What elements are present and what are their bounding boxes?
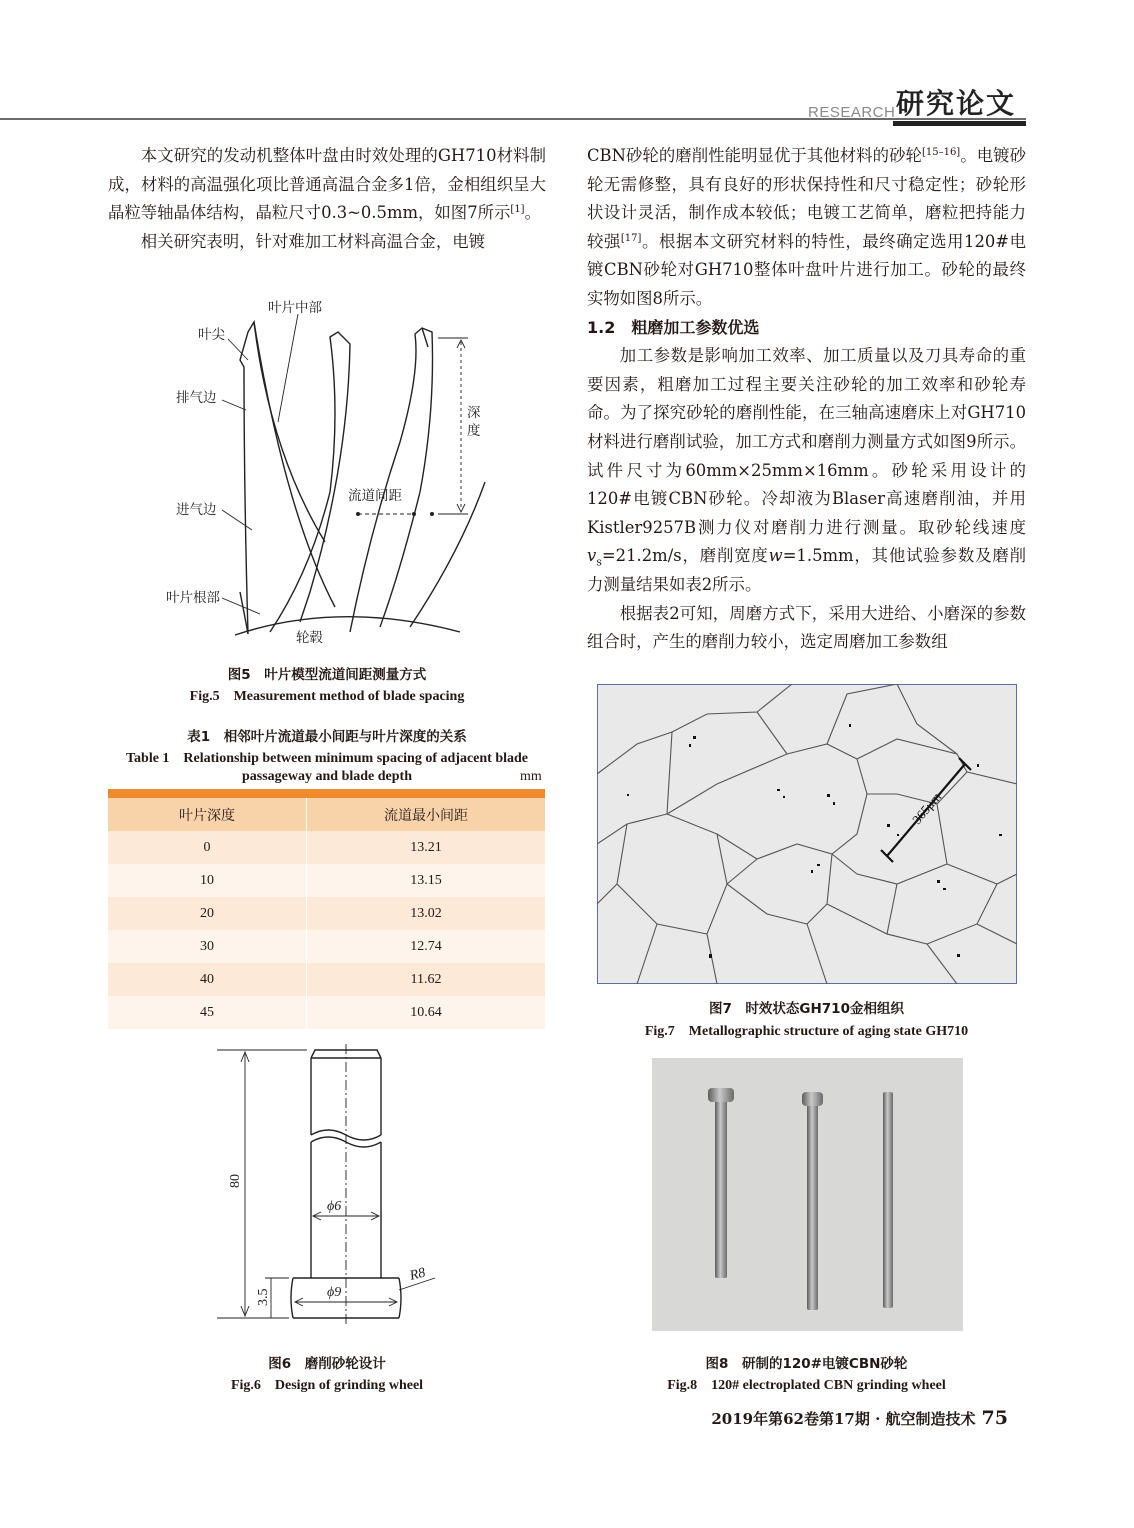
label-hub: 轮毂 [296,630,323,646]
grinding-wheel-head [708,1088,734,1102]
label-blade-tip: 叶尖 [198,327,225,343]
table-cell: 13.21 [307,831,546,864]
citation: [15–16] [921,147,961,158]
paragraph: 根据表2可知，周磨方式下，采用大进给、小磨深的参数组合时，产生的磨削力较小，选定周磨加工参数组 [587,603,1026,652]
table-cell: 40 [108,963,307,996]
grinding-wheel-rod [883,1092,893,1308]
fig8-caption-cn: 图8 研制的120#电镀CBN砂轮 [705,1356,908,1372]
dim-head-diameter: ϕ9 [327,1285,342,1300]
paragraph: 相关研究表明，针对难加工材料高温合金，电镀 [140,231,485,251]
paragraph: 本文研究的发动机整体叶盘由时效处理的GH710材料制成，材料的高温强化项比普通高温合金多1倍，金相组织呈大晶粒等轴晶体结构，晶粒尺寸0.3~0.5mm，如图7所示[1]。 [108,146,546,223]
fig6-caption-cn: 图6 磨削砂轮设计 [268,1356,386,1372]
table-header-cell: 流道最小间距 [307,798,546,831]
page-number: 75 [981,1407,1008,1429]
header-research-label: RESEARCH [808,104,896,121]
dimension-dot [412,512,416,516]
fig7-scale-label: 365μm [909,789,945,827]
fig5-caption-en: Fig.5 Measurement method of blade spacing [189,689,465,704]
table-row [108,930,545,963]
table-cell: 20 [108,897,307,930]
paragraph: 加工参数是影响加工效率、加工质量以及刀具寿命的重要因素，粗磨加工过程主要关注砂轮的加工效率和砂轮寿命。为了探究砂轮的磨削性能，在三轴高速磨床上对GH710材料进行磨削试验，加工方式和磨削力测量方式如图9所示。试件尺寸为60mm×25mm×16mm。砂轮采用设计的120#电镀CBN砂轮。冷却液为Blaser高速磨削油，并用Kistler9257B测力仪对磨削力进行测量。取砂轮线速度$v_s=21.2m/s$，磨削宽度w=1.5mm，其他试验参数及磨削力测量结果如表2所示。 [587,346,1026,594]
dim-head-height: 3.5 [256,1288,271,1306]
paragraph: CBN砂轮的磨削性能明显优于其他材料的砂轮[15–16]。电镀砂轮无需修整，具有良好的形状保持性和尺寸稳定性；砂轮形状设计灵活，制作成本较低；电镀工艺简单，磨粒把持能力较强[17]。根据本文研究材料的特性，最终确定选用120#电镀CBN砂轮对GH710整体叶盘叶片进行加工。砂轮的最终实物如图8所示。 [587,146,1026,308]
section-heading: 1.2 粗磨加工参数优选 [587,317,760,337]
table1-top-bar [108,789,545,798]
fig6-wheel-drawing [205,1040,445,1330]
label-depth-2: 度 [467,423,481,439]
table1-title-en-1: Table 1 Relationship between minimum spacing of adjacent blade [125,751,528,766]
table-cell: 13.02 [307,897,546,930]
table-cell: 30 [108,930,307,963]
table1 [108,798,545,1029]
dimension-dot [430,512,434,516]
table-row [108,996,545,1029]
header-section-title: 研究论文 [896,87,1017,120]
citation: [17] [620,232,642,244]
table-cell: 11.62 [307,963,546,996]
label-depth-1: 深 [467,405,481,421]
dimension-dot [356,512,360,516]
table1-title-en-2: passageway and blade depth [242,769,412,784]
fig6-caption-en: Fig.6 Design of grinding wheel [230,1378,424,1393]
grinding-wheel-rod [715,1092,727,1278]
page-footer [711,1407,1008,1429]
label-passage-spacing: 流道间距 [348,488,402,504]
fig7-caption-en: Fig.7 Metallographic structure of aging state GH710 [644,1024,969,1039]
table-header-cell: 叶片深度 [108,798,307,831]
fig7-caption-cn: 图7 时效状态GH710金相组织 [709,1001,904,1017]
label-blade-root: 叶片根部 [166,590,220,606]
header-accent-bar [893,121,1026,126]
right-column-text [587,142,1026,657]
left-column-text [108,142,546,256]
table-cell: 13.15 [307,864,546,897]
table-cell: 10 [108,864,307,897]
table-cell: 12.74 [307,930,546,963]
dim-shank-diameter: ϕ6 [327,1199,342,1214]
label-blade-middle: 叶片中部 [268,300,322,316]
table-row [108,831,545,864]
dim-radius: R8 [408,1265,428,1284]
fig5-blade-drawing [160,292,500,650]
footer-journal: 2019年第62卷第17期 · 航空制造技术 [711,1410,976,1428]
grinding-wheel-rod [807,1096,818,1310]
table1-unit: mm [520,769,542,784]
dim-length: 80 [228,1174,243,1188]
table-header-row [108,798,545,831]
table-cell: 0 [108,831,307,864]
table-row [108,963,545,996]
table-cell: 45 [108,996,307,1029]
label-intake-edge: 进气边 [176,502,217,518]
table-row [108,864,545,897]
table1-title-cn: 表1 相邻叶片流道最小间距与叶片深度的关系 [187,729,467,745]
fig8-photo [652,1058,963,1331]
label-exhaust-edge: 排气边 [176,390,217,406]
grinding-wheel-head [802,1092,823,1106]
fig7-micrograph [597,684,1017,984]
table-row [108,897,545,930]
table-cell: 10.64 [307,996,546,1029]
fig5-caption-cn: 图5 叶片模型流道间距测量方式 [227,667,427,683]
citation: [1] [510,204,525,216]
fig8-caption-en: Fig.8 120# electroplated CBN grinding wheel [667,1378,946,1393]
